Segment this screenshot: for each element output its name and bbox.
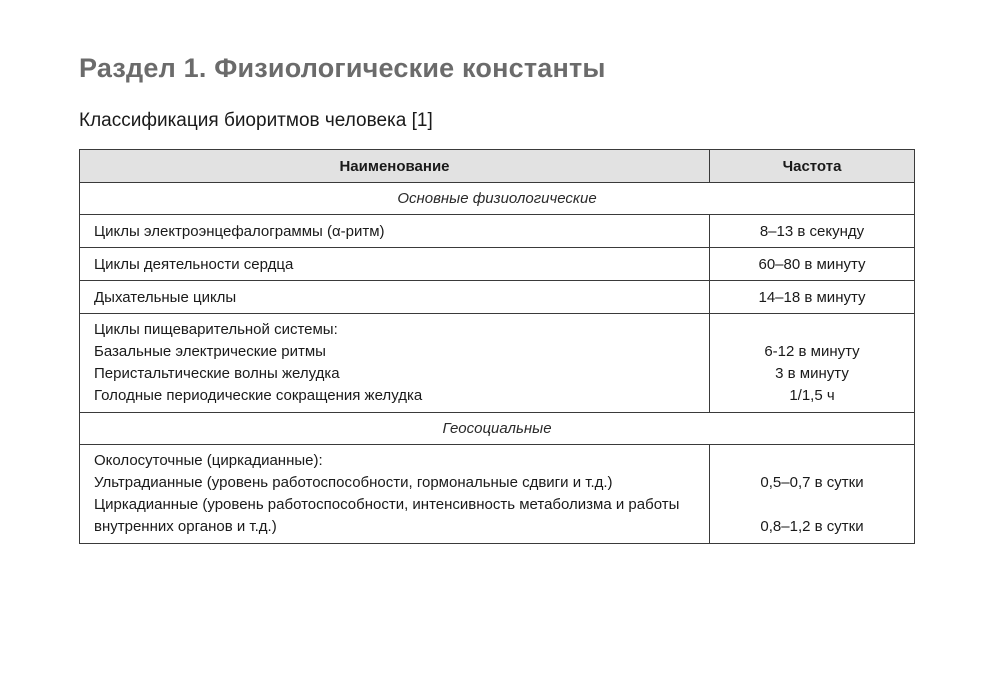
row-frequency-line: 0,8–1,2 в сутки <box>760 518 864 535</box>
row-frequency-line <box>724 494 900 516</box>
group-row <box>80 413 915 445</box>
section-title: Раздел 1. Физиологические константы <box>79 53 606 83</box>
row-frequency: 60–80 в минуту <box>710 248 915 281</box>
row-name: Циклы деятельности сердца <box>80 248 710 281</box>
group-label-basic: Основные физиологические <box>80 183 915 215</box>
row-frequency <box>710 314 915 413</box>
row-name-line: внутренних органов и т.д.) <box>94 518 277 535</box>
row-frequency-line <box>724 319 900 341</box>
row-frequency <box>710 445 915 544</box>
table-row <box>80 445 915 544</box>
row-name-line: Базальные электрические ритмы <box>94 343 326 360</box>
row-name-line: Околосуточные (циркадианные): <box>94 452 323 469</box>
row-name: Дыхательные циклы <box>80 281 710 314</box>
row-frequency-line <box>724 450 900 472</box>
row-frequency-line: 1/1,5 ч <box>789 387 835 404</box>
row-frequency: 8–13 в секунду <box>710 215 915 248</box>
group-row <box>80 183 915 215</box>
row-name <box>80 314 710 413</box>
row-name <box>80 445 710 544</box>
table-header-row <box>80 150 915 183</box>
table-row <box>80 248 915 281</box>
row-frequency-line: 6-12 в минуту <box>764 343 860 360</box>
row-name-line: Ультрадианные (уровень работоспособности, гормональные сдвиги и т.д.) <box>94 474 613 491</box>
header-frequency: Частота <box>710 150 915 183</box>
header-name: Наименование <box>80 150 710 183</box>
row-name-line: Перистальтические волны желудка <box>94 365 340 382</box>
table-caption: Классификация биоритмов человека [1] <box>79 110 433 131</box>
table-row <box>80 281 915 314</box>
row-frequency: 14–18 в минуту <box>710 281 915 314</box>
group-label-geosocial: Геосоциальные <box>80 413 915 445</box>
biorhythm-table <box>79 149 915 544</box>
row-frequency-line: 0,5–0,7 в сутки <box>760 474 864 491</box>
row-name-line: Циклы пищеварительной системы: <box>94 321 338 338</box>
row-name-line: Голодные периодические сокращения желудка <box>94 387 423 404</box>
row-frequency-line: 3 в минуту <box>775 365 849 382</box>
table-row <box>80 215 915 248</box>
table-row <box>80 314 915 413</box>
row-name-line: Циркадианные (уровень работоспособности, интенсивность метаболизма и работы <box>94 496 680 513</box>
row-name: Циклы электроэнцефалограммы (α-ритм) <box>80 215 710 248</box>
